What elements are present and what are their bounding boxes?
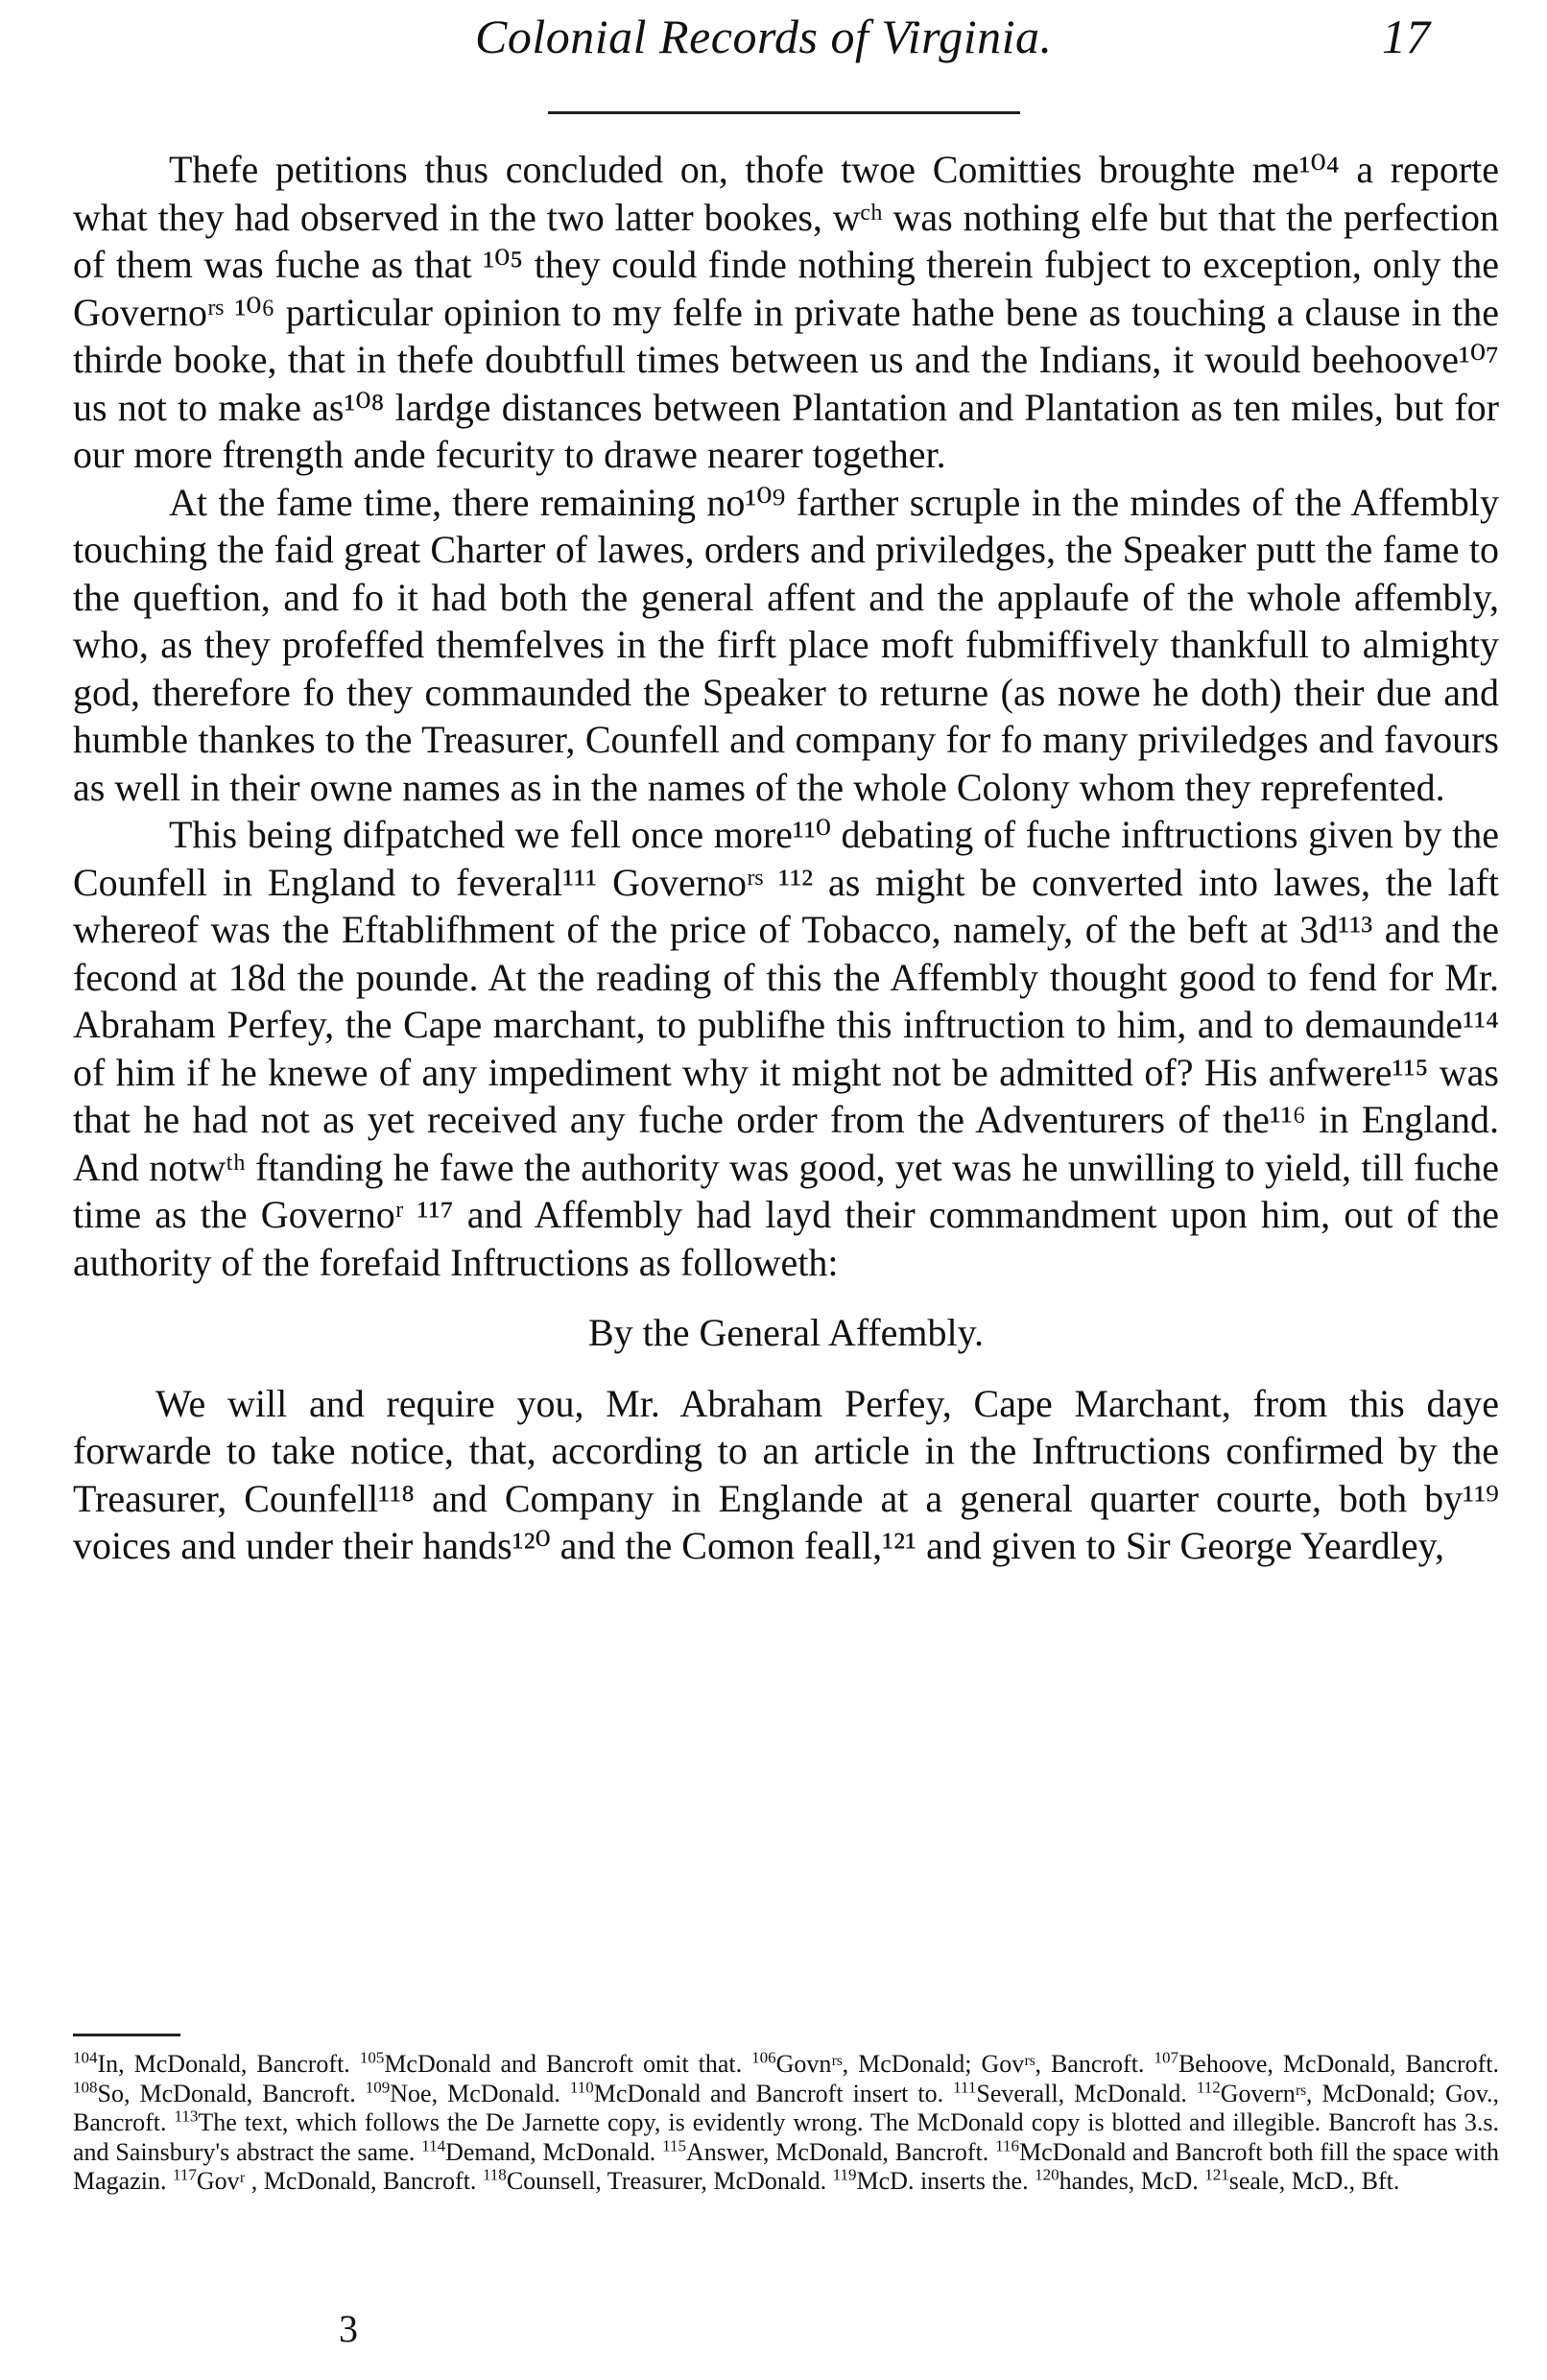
footnote-text: So, McDonald, Bancroft. (97, 2079, 356, 2107)
footnote-number: 116 (995, 2135, 1019, 2154)
footnote-text: McDonald and Bancroft insert to. (593, 2079, 944, 2107)
footnote-number: 112 (1196, 2077, 1221, 2096)
footnote-number: 110 (569, 2077, 594, 2096)
paragraph-petitions: Thefe petitions thus concluded on, thofe twoe Comitties broughte me¹⁰⁴ a reporte what they had observed in the two latter bookes, wᶜʰ was nothing elfe but that the perfection of them was fuche as that ¹⁰⁵ they could finde nothing therein fubject to exception, only the Governoʳˢ ¹⁰⁶ particular opinion to my felfe in private hathe bene as touching a clause in the thirde booke, that in thefe doubtfull times between us and the Indians, it would beehoove¹⁰⁷ us not to make as¹⁰⁸ lardge distances between Plantation and Plantation as ten miles, but for our more ftrength ande fecurity to drawe nearer together. (73, 148, 1499, 476)
proclamation-heading: By the General Affembly. (587, 1311, 985, 1354)
footnote-text: In, McDonald, Bancroft. (97, 2050, 350, 2078)
running-title: Colonial Records of Virginia. (475, 10, 1053, 63)
footnote-number: 104 (73, 2048, 98, 2067)
footnote-number: 117 (172, 2165, 197, 2184)
signature-mark: 3 (339, 2307, 358, 2350)
footnote (751, 2050, 1144, 2078)
footnote (360, 2050, 742, 2078)
footnote-number: 121 (1204, 2165, 1229, 2184)
footnote-number: 114 (421, 2135, 446, 2154)
footnote-number: 106 (751, 2048, 776, 2067)
footnote-number: 118 (482, 2165, 507, 2184)
footnote-number: 115 (662, 2135, 686, 2154)
footnote-number: 107 (1154, 2048, 1178, 2067)
footnote-text: Govnʳˢ, McDonald; Govʳˢ, Bancroft. (775, 2050, 1145, 2078)
footnote (1035, 2167, 1199, 2195)
paragraph-charter: At the fame time, there remaining no¹⁰⁹ farther scruple in the mindes of the Affembly touching the faid great Charter of lawes, orders and priviledges, the Speaker putt the fame to the queftion, and fo it had both the general affent and the applaufe of the whole affembly, who, as they profeffed themfelves in the firft place moft fubmiffively thankfull to almighty god, therefore fo they commaunded the Speaker to returne (as nowe he doth) their due and humble thankes to the Treasurer, Counfell and company for fo many priviledges and favours as well in their owne names as in the names of the whole Colony whom they reprefented. (73, 480, 1499, 809)
footnote-text: The text, which follows the De Jarnette copy, is evidently wrong. The McDonald copy is blotted and illegible. Bancroft has 3.s. and Sainsbury's abstract the same. (73, 2108, 1500, 2166)
footnote-rule (73, 2034, 180, 2036)
footnote-text: Severall, McDonald. (976, 2079, 1187, 2107)
footnote (662, 2135, 989, 2166)
footnote-text: Answer, McDonald, Bancroft. (686, 2137, 989, 2166)
footnote (73, 2050, 350, 2078)
footnote-text: handes, McD. (1059, 2167, 1199, 2195)
page-number: 17 (1382, 10, 1430, 63)
paragraph-instructions: This being difpatched we fell once more¹¹⁰ debating of fuche inftructions given by the Counfell in England to feveral¹¹¹ Governoʳˢ ¹¹² as might be converted into lawes, the laft whereof was the Eftablifhment of the price of Tobacco, namely, of the beft at 3d¹¹³ and the fecond at 18d the pounde. At the reading of this the Affembly thought good to fend for Mr. Abraham Perfey, the Cape marchant, to publifhe this inftruction to him, and to demaunde¹¹⁴ of him if he knewe of any impediment why it might not be admitted of? His anfwere¹¹⁵ was that he had not as yet received any fuche order from the Adventurers of the¹¹⁶ in England. And notwᵗʰ ftanding he fawe the authority was good, yet was he unwilling to yield, till fuche time as the Governoʳ ¹¹⁷ and Affembly had layd their commandment upon him, out of the authority of the forefaid Inftructions as followeth: (73, 813, 1499, 1284)
footnote-number: 120 (1035, 2165, 1059, 2184)
footnote (173, 2167, 476, 2195)
footnote (73, 2077, 356, 2107)
footnote-number: 113 (174, 2106, 199, 2126)
footnote-number: 119 (832, 2165, 857, 2184)
footnotes (73, 2050, 1499, 2197)
footnote-number: 109 (365, 2077, 391, 2096)
footnote (833, 2167, 1029, 2195)
footnote (1154, 2050, 1499, 2078)
footnote (421, 2135, 656, 2166)
proclamation-text: We will and require you, Mr. Abraham Perfey, Cape Marchant, from this daye forwarde to take notice, that, according to an article in the Inftructions confirmed by the Treasurer, Counfell¹¹⁸ and Company in Englande at a general quarter courte, both by¹¹⁹ voices and under their hands¹²⁰ and the Comon feall,¹²¹ and given to Sir George Yeardley, (73, 1381, 1499, 1567)
footnote (953, 2077, 1187, 2107)
footnote-number: 108 (73, 2077, 98, 2096)
footnote-text: Governʳˢ, McDonald; Gov., Bancroft. (73, 2079, 1500, 2136)
footnote-text: Behoove, McDonald, Bancroft. (1178, 2050, 1500, 2078)
footnote-text: McDonald and Bancroft omit that. (384, 2050, 743, 2078)
footnote-text: Noe, McDonald. (390, 2079, 560, 2107)
footnote-text: Govʳ , McDonald, Bancroft. (196, 2167, 477, 2195)
footnote (483, 2167, 826, 2195)
footnote-text: Demand, McDonald. (445, 2137, 656, 2166)
footnote-text: McD. inserts the. (856, 2167, 1029, 2195)
footnote-number: 111 (953, 2077, 977, 2096)
footnote-number: 105 (359, 2048, 385, 2067)
footnote-text: seale, McD., Bft. (1228, 2167, 1400, 2195)
running-head (0, 0, 1547, 77)
footnote (1204, 2167, 1399, 2195)
footnote-text: McDonald and Bancroft both fill the space with Magazin. (73, 2137, 1500, 2195)
footnote-text: Counsell, Treasurer, McDonald. (506, 2167, 827, 2195)
footnote (365, 2077, 560, 2107)
footnote (569, 2077, 944, 2107)
body-text (73, 146, 1499, 1570)
header-rule (548, 111, 1020, 114)
